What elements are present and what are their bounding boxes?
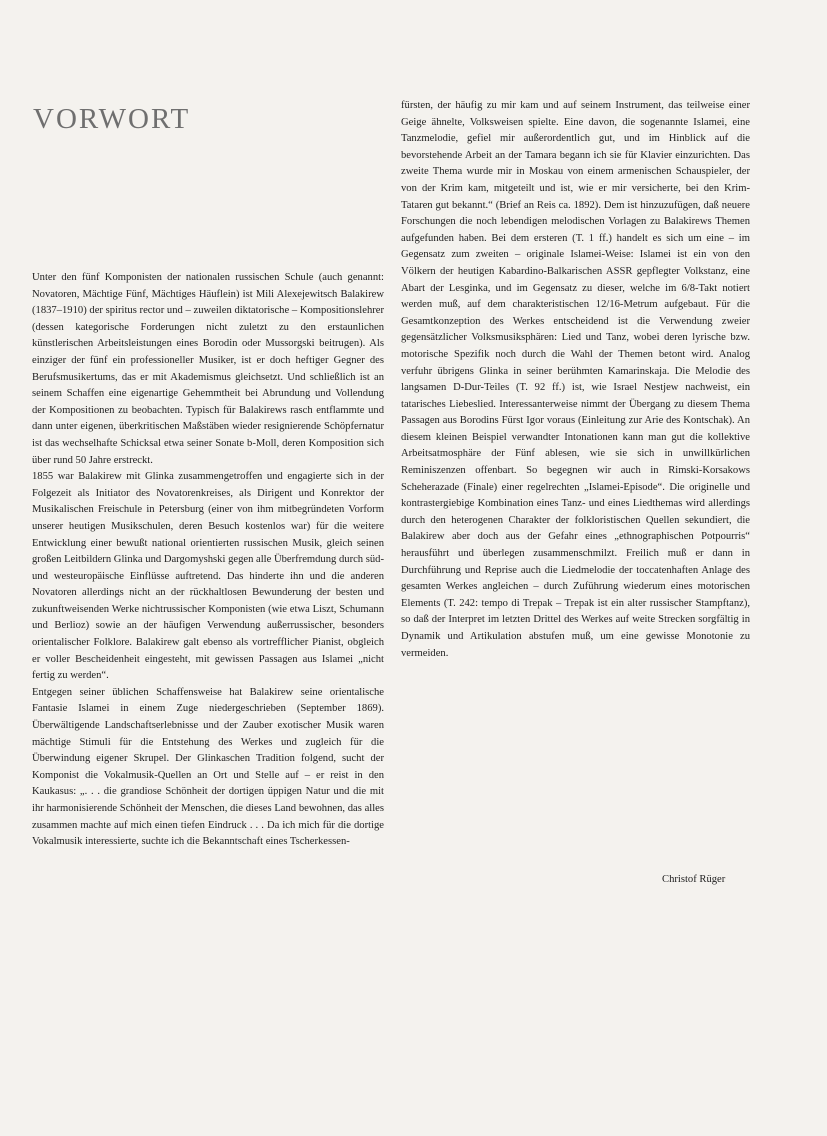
left-column [32, 270, 384, 851]
page-title: VORWORT [33, 103, 191, 135]
paragraph-glinka: 1855 war Balakirew mit Glinka zusammengetroffen und engagierte sich in der Folgezeit als Initiator des Novatorenkreises, als Dirigent und Konrektor der Musikalischen Freischule in Petersburg (einer von ihm mitbegründeten Vorform unserer heutigen Musikschulen, deren Besuch kostenlos war) für die weitere Entwicklung einer bewußt national orientierten russischen Musik, gleich seinen großen Leitbildern Glinka und Dargomyshski gegen alle Überfremdung durch süd- und westeuropäische Einflüsse auftretend. Das hinderte ihn und die anderen Novatoren allerdings nicht an der rückhaltlosen Bewunderung der besten und zukunftweisenden Werke nichtrussischer Komponisten (wie etwa Liszt, Schumann und Berlioz) sowie an der häufigen Verwendung außerrussischer, besonders orientalischer Folklore. Balakirew galt ebenso als vortrefflicher Pianist, obgleich er voller Bescheidenheit eingesteht, mit gewissen Passagen aus Islamei „nicht fertig zu werden“. [32, 471, 384, 682]
paragraph-themes: fürsten, der häufig zu mir kam und auf seinem Instrument, das teilweise einer Geige ähnelte, Volksweisen spielte. Eine davon, die sogenannte Islamei, eine Tanzmelodie, gefiel mir außerordentlich gut, und im Hinblick auf die bevorstehende Arbeit an der Tamara begann ich sie für Klavier einzurichten. Das zweite Thema wurde mir in Moskau von einem armenischen Schauspieler, der von der Krim kam, mitgeteilt und ist, wie er mir versicherte, bei den Krim-Tataren gut bekannt.“ (Brief an Reis ca. 1892). Dem ist hinzuzufügen, daß neuere Forschungen die noch lebendigen melodischen Vorlagen zu Balakirews Themen aufgefunden haben. Bei dem ersteren (T. 1 ff.) handelt es sich um eine – im Gegensatz zum zweiten – originale Islamei-Weise: Islamei ist ein von den Völkern der heutigen Kabardino-Balkarischen ASSR gepflegter Volkstanz, eine Abart der Lesginka, und im Gegensatz zu dieser, welche im 6/8-Takt notiert werden muß, auf dem charakteristischen 12/16-Metrum aufgebaut. Für die Gesamtkonzeption des Werkes entscheidend ist die Verwendung zweier gegensätzlicher Volksmusiksphären: Lied und Tanz, wobei deren lyrische bzw. motorische Spezifik noch durch die Wahl der Themen betont wird. Analog verfuhr übrigens Glinka in seiner berühmten Kamarinskaja. Die Melodie des langsamen D-Dur-Teiles (T. 92 ff.) ist, wie Israel Nestjew nachweist, ein tatarisches Liebeslied. Interessanterweise nimmt der Übergang zu diesem Thema Passagen aus Borodins Fürst Igor voraus (Einleitung zur Arie des Kontschak). An diesem kleinen Beispiel verwandter Intonationen kann man gut die kollektive Arbeitsatmosphäre der Fünf ablesen, wie sie sich in unwillkürlichen Reminiszenzen offenbart. So begegnen wir auch in Rimski-Korsakows Scheherazade (Finale) einer regelrechten „Islamei-Episode“. Die originelle und kontrastergiebige Kombination eines Tanz- und eines Liedthemas wird allerdings durch den heterogenen Charakter der folkloristischen Quellen sekundiert, die Balakirew aber doch aus der Gefahr eines „ethnographischen Potpourris“ herausführt und überlegen zusammenschmilzt. Freilich muß er dann in Durchführung und Reprise auch die Liedmelodie der toccatenhaften Anlage des gesamten Werkes angleichen – durch Zuführung wiederum eines motorischen Elements (T. 242: tempo di Trepak – Trepak ist ein alter russischer Stampftanz), so daß der Interpret im letzten Drittel des Werkes auf weite Strecken sorgfältig in Dynamik und Artikulation abstufen muß, um eine gewisse Monotonie zu vermeiden. [401, 100, 750, 659]
author-signature: Christof Rüger [662, 874, 726, 885]
right-column [401, 98, 750, 662]
paragraph-islamei-origin: Entgegen seiner üblichen Schaffensweise hat Balakirew seine orientalische Fantasie Islamei in einem Zuge niedergeschrieben (September 1869). Überwältigende Landschaftserlebnisse und der Zauber exotischer Musik waren mächtige Stimuli für die Entstehung des Werkes und zugleich für die Überwindung eigener Skrupel. Der Glinkaschen Tradition folgend, sucht der Komponist die Vokalmusik-Quellen an Ort und Stelle auf – er reist in den Kaukasus: „. . . die grandiose Schönheit der dortigen üppigen Natur und die mit ihr harmonisierende Schönheit der Menschen, die dieses Land bewohnen, das alles zusammen machte auf mich einen tiefen Eindruck . . . Da ich mich für die dortige Vokalmusik interessierte, suchte ich die Bekanntschaft eines Tscherkessen- [32, 686, 384, 848]
paragraph-intro: Unter den fünf Komponisten der nationalen russischen Schule (auch genannt: Novatoren, Mächtige Fünf, Mächtiges Häuflein) ist Mili Alexejewitsch Balakirew (1837–1910) der spiritus rector und – zuweilen diktatorische – Kompositionslehrer (dessen kategorische Forderungen nicht zuletzt zu den erstaunlichen künstlerischen Arbeitsleistungen eines Borodin oder Mussorgski beitrugen). Als einziger der fünf ein professioneller Musiker, ist er doch heftiger Gegner des Berufsmusikertums, das er mit Akademismus gleichsetzt. Und schließlich ist an seinem Schaffen eine eigenartige Gehemmtheit bei Abrundung und Vollendung der Kompositionen zu beobachten. Typisch für Balakirews rasch entflammte und dann unter eigenen, überkritischen Maßstäben wieder resignierende Schöpfernatur ist das wechselhafte Schicksal etwa seiner Sonate b-Moll, deren Komposition sich über rund 50 Jahre erstreckt. [32, 272, 384, 466]
